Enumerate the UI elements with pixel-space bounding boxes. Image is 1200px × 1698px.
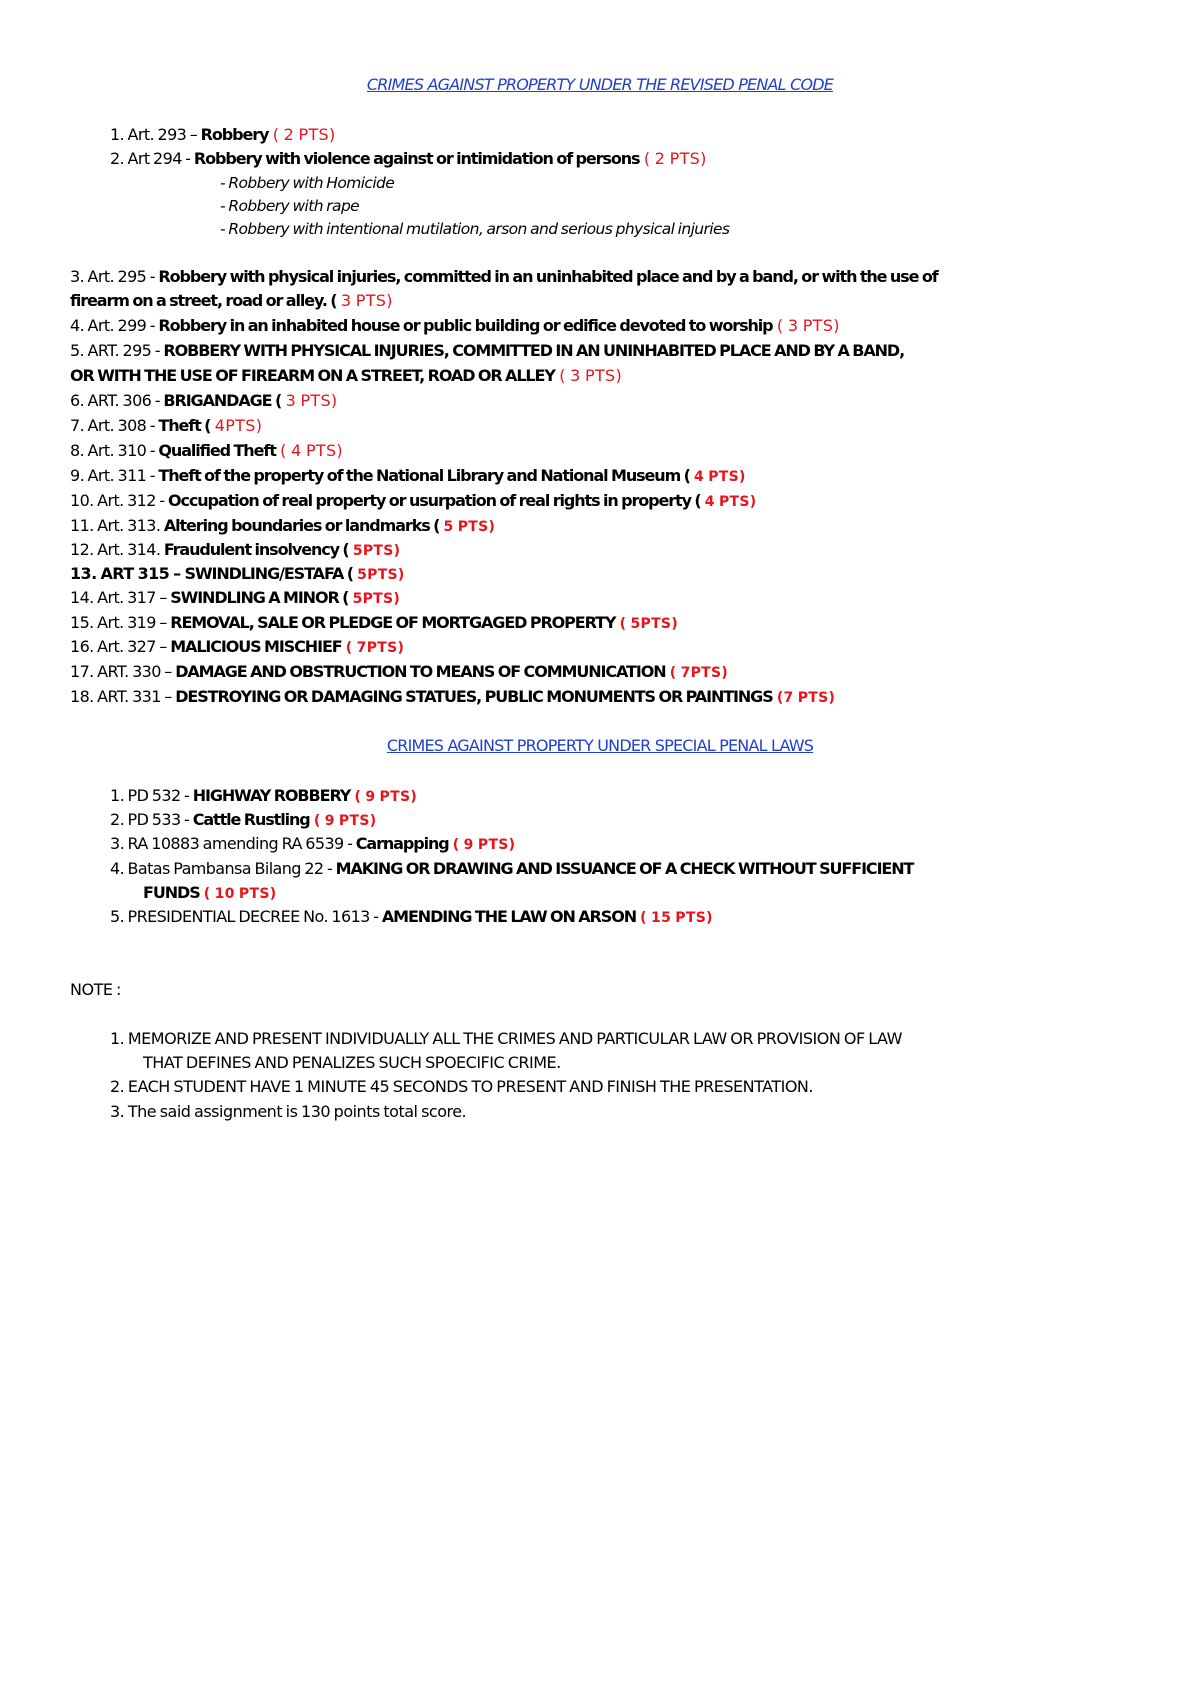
- list-item: 1. Art. 293 – Robbery ( 2 PTS): [110, 125, 336, 144]
- list-item: 4. Batas Pambansa Bilang 22 - MAKING OR DRAWING AND ISSUANCE OF A CHECK WITHOUT SUFFICIENT: [110, 859, 914, 878]
- list-item: 10. Art. 312 - Occupation of real property or usurpation of real rights in property ( 4 PTS): [70, 491, 757, 510]
- list-item-continued: OR WITH THE USE OF FIREARM ON A STREET, ROAD OR ALLEY ( 3 PTS): [70, 366, 623, 385]
- list-item: 1. PD 532 - HIGHWAY ROBBERY ( 9 PTS): [110, 786, 418, 805]
- list-item: 2. PD 533 - Cattle Rustling ( 9 PTS): [110, 810, 377, 829]
- list-item: 13. ART 315 – SWINDLING/ESTAFA ( 5PTS): [70, 564, 405, 583]
- note-label: NOTE :: [70, 980, 121, 999]
- list-item-continued: firearm on a street, road or alley. ( 3 PTS): [70, 291, 393, 310]
- rpc-heading: CRIMES AGAINST PROPERTY UNDER THE REVISED PENAL CODE: [366, 75, 834, 94]
- list-item: 12. Art. 314. Fraudulent insolvency ( 5PTS): [70, 540, 401, 559]
- list-item: 18. ART. 331 – DESTROYING OR DAMAGING STATUES, PUBLIC MONUMENTS OR PAINTINGS (7 PTS): [70, 687, 836, 706]
- list-item: 17. ART. 330 – DAMAGE AND OBSTRUCTION TO MEANS OF COMMUNICATION ( 7PTS): [70, 662, 729, 681]
- list-item: 3. RA 10883 amending RA 6539 - Carnapping ( 9 PTS): [110, 834, 516, 853]
- list-item-continued: FUNDS ( 10 PTS): [143, 883, 277, 902]
- note-item: 2. EACH STUDENT HAVE 1 MINUTE 45 SECONDS TO PRESENT AND FINISH THE PRESENTATION.: [110, 1077, 813, 1096]
- sub-item: - Robbery with Homicide: [220, 174, 395, 192]
- sub-item: - Robbery with intentional mutilation, arson and serious physical injuries: [220, 220, 730, 238]
- list-item: 4. Art. 299 - Robbery in an inhabited house or public building or edifice devoted to worship ( 3 PTS): [70, 316, 840, 335]
- list-item: 8. Art. 310 - Qualified Theft ( 4 PTS): [70, 441, 343, 460]
- note-item: 1. MEMORIZE AND PRESENT INDIVIDUALLY ALL THE CRIMES AND PARTICULAR LAW OR PROVISION OF LAW: [110, 1029, 902, 1048]
- list-item: 7. Art. 308 - Theft ( 4PTS): [70, 416, 263, 435]
- list-item: 11. Art. 313. Altering boundaries or landmarks ( 5 PTS): [70, 516, 496, 535]
- sub-item: - Robbery with rape: [220, 197, 360, 215]
- list-item: 9. Art. 311 - Theft of the property of the National Library and National Museum ( 4 PTS): [70, 466, 746, 485]
- list-item: 14. Art. 317 – SWINDLING A MINOR ( 5PTS): [70, 588, 401, 607]
- list-item: 2. Art 294 - Robbery with violence against or intimidation of persons ( 2 PTS): [110, 149, 707, 168]
- note-item: 3. The said assignment is 130 points total score.: [110, 1102, 467, 1121]
- list-item: 15. Art. 319 – REMOVAL, SALE OR PLEDGE OF MORTGAGED PROPERTY ( 5PTS): [70, 613, 679, 632]
- list-item: 5. PRESIDENTIAL DECREE No. 1613 - AMENDING THE LAW ON ARSON ( 15 PTS): [110, 907, 713, 926]
- list-item: 6. ART. 306 - BRIGANDAGE ( 3 PTS): [70, 391, 338, 410]
- list-item: 16. Art. 327 – MALICIOUS MISCHIEF ( 7PTS): [70, 637, 405, 656]
- list-item: 3. Art. 295 - Robbery with physical injuries, committed in an uninhabited place and by a band, or with the use of: [70, 267, 938, 286]
- list-item: 5. ART. 295 - ROBBERY WITH PHYSICAL INJURIES, COMMITTED IN AN UNINHABITED PLACE AND BY A BAND,: [70, 341, 905, 360]
- special-heading: CRIMES AGAINST PROPERTY UNDER SPECIAL PENAL LAWS: [386, 736, 814, 755]
- note-item-continued: THAT DEFINES AND PENALIZES SUCH SPOECIFIC CRIME.: [143, 1053, 561, 1072]
